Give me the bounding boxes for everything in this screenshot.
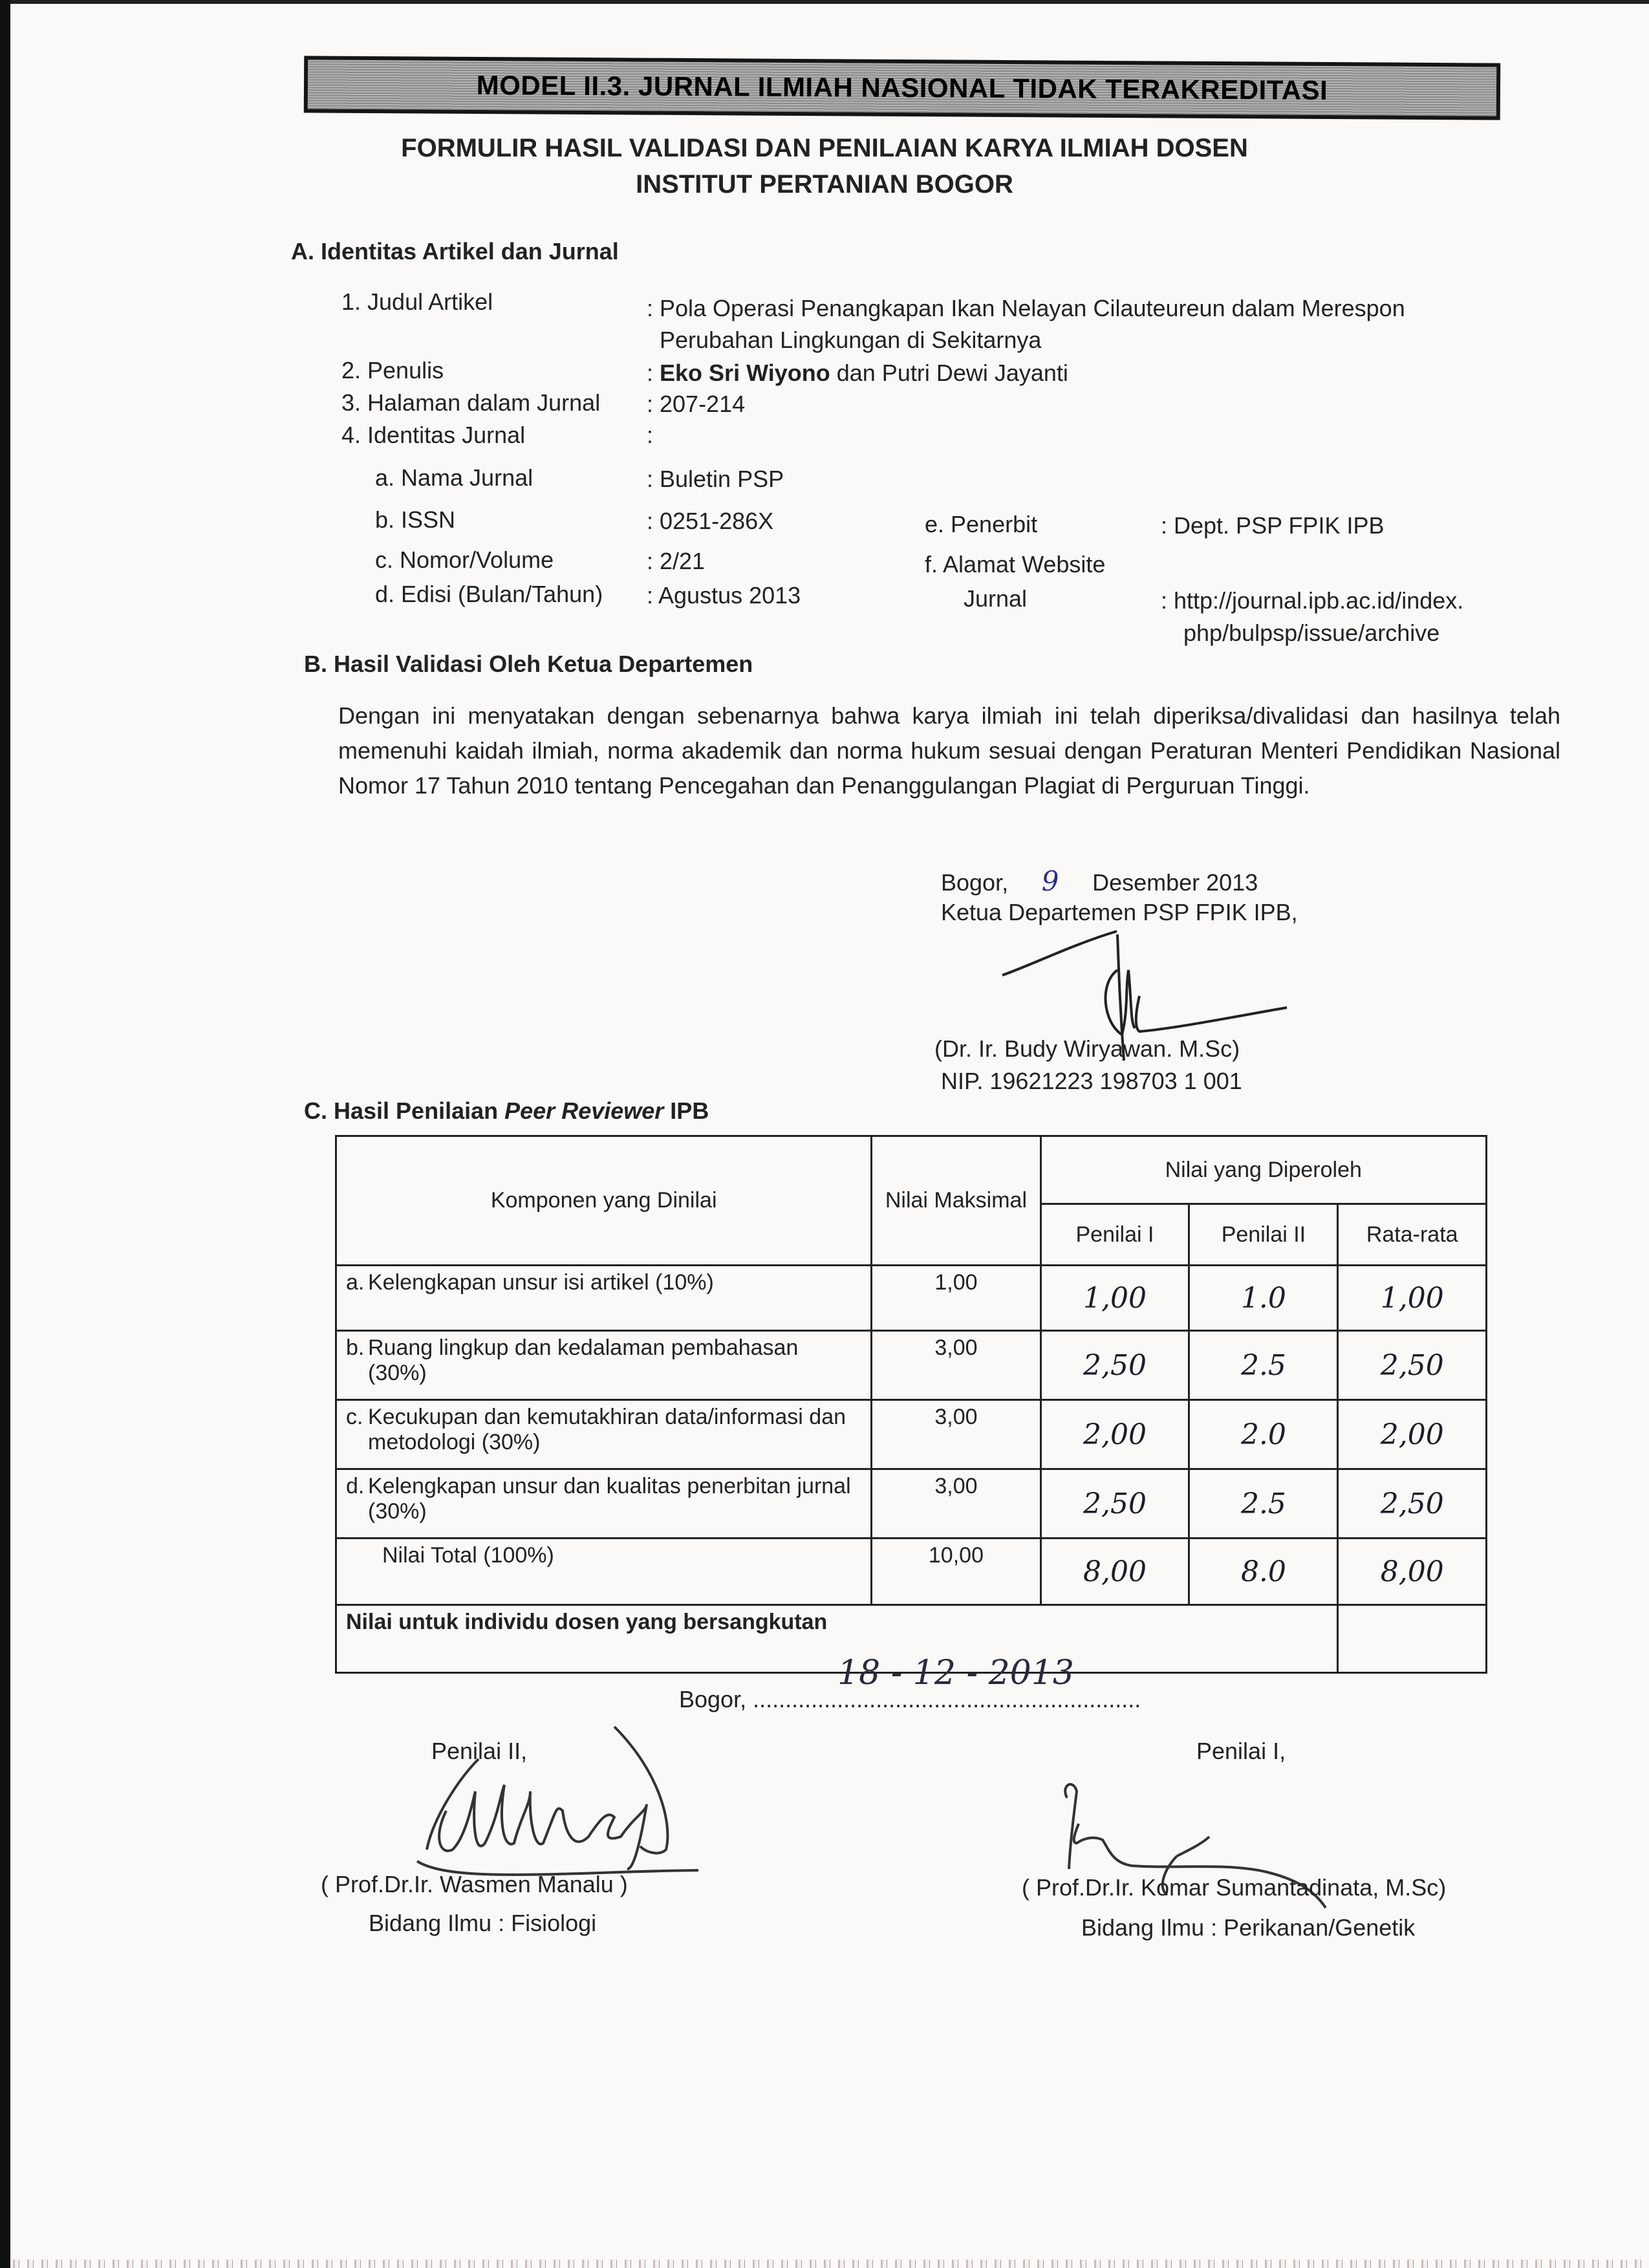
judul-value-line1: : Pola Operasi Penangkapan Ikan Nelayan Cilauteureun dalam Merespon [647, 295, 1405, 321]
reviewer2-name: ( Prof.Dr.Ir. Wasmen Manalu ) [321, 1871, 628, 1897]
website-label-line2: Jurnal [964, 585, 1028, 612]
nomor-volume-label: c. Nomor/Volume [375, 546, 554, 573]
row-penilai-2: 1.0 [1189, 1266, 1338, 1331]
row-max: 1,00 [872, 1266, 1040, 1331]
row-penilai-2: 2.5 [1189, 1331, 1338, 1400]
total-row [336, 1539, 1487, 1605]
row-penilai-1: 2,50 [1040, 1469, 1189, 1539]
table-row [336, 1331, 1487, 1400]
issn-value: : 0251-286X [647, 508, 774, 534]
head-name: (Dr. Ir. Budy Wiryawan. M.Sc) [934, 1035, 1240, 1062]
header-nilai-diperoleh: Nilai yang Diperoleh [1040, 1136, 1487, 1204]
penulis-main-author: Eko Sri Wiyono [660, 360, 830, 386]
row-penilai-1: 2,00 [1040, 1400, 1189, 1469]
scan-edge-bottom [13, 2260, 1649, 2268]
reviewer2-signature [362, 1720, 724, 1895]
row-component [336, 1469, 872, 1539]
form-title-line2: INSTITUT PERTANIAN BOGOR [636, 170, 1013, 199]
penerbit-label: e. Penerbit [925, 511, 1038, 537]
website-label-line1: f. Alamat Website [925, 551, 1106, 578]
website-value-line2[interactable]: php/bulpsp/issue/archive [1183, 620, 1440, 646]
header-penilai-1: Penilai I [1040, 1204, 1189, 1266]
section-c-suffix: IPB [663, 1097, 709, 1124]
row-component [336, 1400, 872, 1469]
penerbit-value: : Dept. PSP FPIK IPB [1161, 512, 1385, 539]
validation-date [941, 865, 1258, 897]
total-label: Nilai Total (100%) [336, 1539, 872, 1605]
row-label: Kecukupan dan kemutakhiran data/informasi dan metodologi (30%) [368, 1405, 846, 1454]
validation-month-year: Desember 2013 [1092, 869, 1258, 896]
row-penilai-1: 2,50 [1040, 1331, 1189, 1400]
row-key: c. [346, 1405, 363, 1429]
row-rata-rata: 1,00 [1338, 1266, 1487, 1331]
total-rata-rata: 8,00 [1338, 1539, 1487, 1605]
head-role: Ketua Departemen PSP FPIK IPB, [941, 899, 1298, 925]
penulis-coauthor: dan Putri Dewi Jayanti [830, 360, 1068, 386]
reviewer1-role: Penilai I, [1196, 1738, 1286, 1764]
table-row [336, 1469, 1487, 1539]
halaman-value: : 207-214 [647, 391, 746, 417]
row-max: 3,00 [872, 1331, 1040, 1400]
validation-place: Bogor, [941, 869, 1009, 896]
row-rata-rata: 2,50 [1338, 1331, 1487, 1400]
website-value-line1[interactable]: : http://journal.ipb.ac.id/index. [1161, 587, 1464, 614]
section-a-heading: A. Identitas Artikel dan Jurnal [291, 238, 619, 265]
identitas-value: : [647, 422, 654, 448]
header-rata-rata: Rata-rata [1338, 1204, 1487, 1266]
validation-statement: Dengan ini menyatakan dengan sebenarnya bahwa karya ilmiah ini telah diperiksa/divalidasi dan hasilnya telah memenuhi kaidah ilmiah, norma akademik dan norma hukum sesuai dengan Peraturan Menteri Pendidikan Nasional Nomor 17 Tahun 2010 tentang Pencegahan dan Penanggulangan Plagiat di Perguruan Tinggi. [338, 702, 1560, 799]
reviewer1-field: Bidang Ilmu : Perikanan/Genetik [1081, 1914, 1416, 1941]
edisi-label: d. Edisi (Bulan/Tahun) [375, 581, 603, 607]
section-b-heading: B. Hasil Validasi Oleh Ketua Departemen [304, 651, 753, 677]
model-banner: MODEL II.3. JURNAL ILMIAH NASIONAL TIDAK TERAKREDITASI [304, 56, 1501, 120]
row-label: Kelengkapan unsur dan kualitas penerbitan jurnal (30%) [368, 1474, 851, 1524]
row-key: d. [346, 1474, 365, 1498]
issn-label: b. ISSN [375, 506, 456, 533]
penulis-label: 2. Penulis [341, 357, 444, 383]
scan-edge-top [0, 0, 1649, 4]
reviewer2-role: Penilai II, [431, 1738, 528, 1764]
section-c-italic: Peer Reviewer [504, 1097, 664, 1124]
table-row [336, 1400, 1487, 1469]
section-c-heading [304, 1097, 709, 1125]
table-header-row [336, 1136, 1487, 1204]
table-row [336, 1266, 1487, 1331]
individual-value [1338, 1605, 1487, 1673]
edisi-value: : Agustus 2013 [647, 582, 801, 609]
total-penilai-1: 8,00 [1040, 1539, 1189, 1605]
row-rata-rata: 2,00 [1338, 1400, 1487, 1469]
nomor-volume-value: : 2/21 [647, 548, 706, 574]
row-max: 3,00 [872, 1400, 1040, 1469]
row-max: 3,00 [872, 1469, 1040, 1539]
nama-jurnal-value: : Buletin PSP [647, 466, 784, 492]
row-key: b. [346, 1335, 365, 1360]
total-max: 10,00 [872, 1539, 1040, 1605]
halaman-label: 3. Halaman dalam Jurnal [341, 389, 601, 416]
review-place: Bogor, [679, 1686, 753, 1712]
score-table [335, 1135, 1487, 1674]
judul-value-line2: Perubahan Lingkungan di Sekitarnya [660, 327, 1042, 353]
row-rata-rata: 2,50 [1338, 1469, 1487, 1539]
header-penilai-2: Penilai II [1189, 1204, 1338, 1266]
review-date-handwritten: 18 - 12 - 2013 [837, 1654, 1074, 1692]
header-komponen: Komponen yang Dinilai [336, 1136, 872, 1266]
form-title-line1: FORMULIR HASIL VALIDASI DAN PENILAIAN KARYA ILMIAH DOSEN [401, 134, 1248, 162]
scan-edge-left [0, 0, 10, 2268]
review-date-dots: ............................................................ [753, 1686, 1141, 1712]
header-nilai-maksimal: Nilai Maksimal [872, 1136, 1040, 1266]
penulis-value [647, 360, 1068, 387]
row-component [336, 1266, 872, 1331]
total-penilai-2: 8.0 [1189, 1539, 1338, 1605]
nama-jurnal-label: a. Nama Jurnal [375, 464, 534, 491]
row-penilai-2: 2.5 [1189, 1469, 1338, 1539]
identitas-label: 4. Identitas Jurnal [341, 422, 526, 448]
section-c-prefix: C. Hasil Penilaian [304, 1097, 505, 1124]
validation-day-handwritten: 9 [1041, 865, 1059, 897]
row-label: Kelengkapan unsur isi artikel (10%) [368, 1270, 714, 1295]
judul-label: 1. Judul Artikel [341, 288, 493, 315]
reviewer2-field: Bidang Ilmu : Fisiologi [369, 1910, 597, 1936]
row-penilai-2: 2.0 [1189, 1400, 1338, 1469]
row-component [336, 1331, 872, 1400]
head-nip: NIP. 19621223 198703 1 001 [941, 1068, 1242, 1094]
row-key: a. [346, 1270, 365, 1295]
penulis-colon: : [647, 360, 660, 386]
reviewer1-name: ( Prof.Dr.Ir. Komar Sumantadinata, M.Sc) [1022, 1874, 1447, 1901]
individual-label: Nilai untuk individu dosen yang bersangkutan [336, 1605, 1338, 1673]
row-label: Ruang lingkup dan kedalaman pembahasan (30%) [368, 1335, 799, 1385]
row-penilai-1: 1,00 [1040, 1266, 1189, 1331]
